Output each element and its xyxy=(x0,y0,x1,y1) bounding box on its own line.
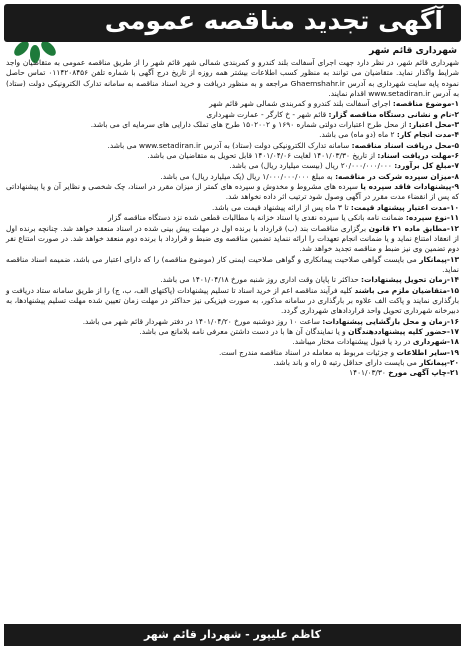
item-text: تا ۳ ماه پس از ارائه پیشنهاد قیمت می باشد. xyxy=(211,202,349,212)
page-title: آگهی تجدید مناقصه عمومی xyxy=(104,6,443,35)
item-label: ۸-میزان سپرده شرکت در مناقصه: xyxy=(335,171,459,181)
item-label: ۱۷-حضور کلیه پیشنهاددهندگان xyxy=(348,326,459,336)
item-label: ۱۹-سایر اطلاعات xyxy=(396,347,459,357)
item-label: ۱۵-متقاضیان ملزم می باشند xyxy=(354,285,459,295)
item-text: می بایست دارای حداقل رتبه ۵ راه و باند باشد. xyxy=(273,357,417,367)
list-item xyxy=(6,213,459,223)
item-label: ۱۰-مدت اعتبار پیشنهاد قیمت: xyxy=(350,202,459,212)
item-text: برگزاری مناقصات بند (ب) قرارداد با برنده اول در مهلت پیش بینی شده در اسناد منعقد خواهد شد. چنانچه برنده اول از انعقاد امتناع نماید و یا ضمانت انجام تعهدات را ارائه ننماید تضمین مناقصه وی ضبط و قرارداد با برنده دوم منعقد خواهد شد. در صورت امتناع نفر دوم تضمین وی نیز ضبط و مناقصه تجدید خواهد شد. xyxy=(6,223,459,254)
list-item xyxy=(6,141,459,151)
tender-document xyxy=(6,58,459,618)
item-label: ۹-پیشنهادات فاقد سپرده یا xyxy=(360,182,459,192)
list-item xyxy=(6,151,459,161)
tender-items-list xyxy=(6,99,459,378)
list-item xyxy=(6,182,459,203)
item-label: ۱-موضوع مناقصه: xyxy=(392,99,459,109)
item-text: حداکثر تا پایان وقت اداری روز شنبه مورخ ۱۴۰۱/۰۴/۱۸ می باشد. xyxy=(160,275,359,285)
item-label: ۵-محل دریافت اسناد مناقصه: xyxy=(351,140,459,150)
list-item xyxy=(6,99,459,109)
item-label: ۳-محل اعتبار: xyxy=(408,120,459,130)
item-text: اجرای آسفالت بلند کندرو و کمربندی شمالی شهر قائم شهر xyxy=(209,99,391,109)
item-text: سامانه تدارک الکترونیکی دولت (ستاد) به آدرس www.setadiran.ir می باشد. xyxy=(107,140,350,150)
item-text: سپرده های مشروط و مخدوش و سپرده های کمتر از میزان مقرر در اسناد، چک شخصی و نظایر آن و یا پیشنهاداتی که پس از انقضاء مدت مقرر در آگهی وصول شود ترتیب اثر داده نخواهد شد. xyxy=(6,182,459,202)
list-item xyxy=(6,161,459,171)
list-item xyxy=(6,255,459,276)
list-item xyxy=(6,110,459,120)
item-text: در رد یا قبول پیشنهادات مختار میباشد. xyxy=(292,337,411,347)
item-label: ۷-مبلغ کل برآورد: xyxy=(394,161,459,171)
list-item xyxy=(6,337,459,347)
item-label: ۱۶-زمان و محل بازگشایی پیشنهادات: xyxy=(322,316,459,326)
item-text: ساعت ۱۰ روز دوشنبه مورخ ۱۴۰۱/۰۴/۲۰ در دفتر شهردار قائم شهر می باشد. xyxy=(82,316,320,326)
item-label: ۱۴-زمان تحویل پیشنهادات: xyxy=(361,275,459,285)
item-label: ۲۰-پیمانکار xyxy=(419,357,459,367)
item-label: ۲۱-چاپ آگهی مورخ xyxy=(388,368,459,378)
item-text: کلیه فرآیند مناقصه اعم از خرید اسناد تا تسلیم پیشنهادات (پاکتهای الف، ب، ج) را از طریق سامانه ستاد دریافت و بارگذاری نمایند و پاکت الف علاوه بر بارگذاری در سامانه مذکور، به صورت فیزیکی نیز حداکثر در مهلت زمان تعیین شده مهلت تسلیم پیشنهادها، به دبیرخانه شهرداری تحویل واحد قراردادهای شهرداری گردد. xyxy=(6,285,459,316)
list-item xyxy=(6,120,459,130)
list-item xyxy=(6,348,459,358)
item-text: و جزئیات مربوط به معامله در اسناد مناقصه مندرج است. xyxy=(218,347,395,357)
list-item xyxy=(6,203,459,213)
list-item xyxy=(6,286,459,317)
title-banner xyxy=(4,4,461,42)
list-item xyxy=(6,317,459,327)
item-label: ۶-مهلت دریافت اسناد: xyxy=(377,151,459,161)
list-item xyxy=(6,368,459,378)
item-label: ۱۳-پیمانکار xyxy=(419,254,459,264)
item-text: از محل طرح اعتبارات دولتی شماره ۱۶۹۰ و ۱۵۰۲۰۰۲ طرح های تملک دارایی های سرمایه ای می باشد. xyxy=(90,120,407,130)
item-text: ۲ ماه (دو ماه) می باشد. xyxy=(319,130,395,140)
list-item xyxy=(6,172,459,182)
item-text: می بایست گواهی صلاحیت پیمانکاری و گواهی صلاحیت ایمنی کار (موضوع مناقصه) را که دارای اعتبار می باشد، ضمیمه اسناد مناقصه نماید. xyxy=(6,254,459,274)
item-label: ۱۸-شهرداری xyxy=(412,337,459,347)
list-item xyxy=(6,130,459,140)
organization-name: شهرداری قائم شهر xyxy=(369,46,457,56)
list-item xyxy=(6,275,459,285)
intro-paragraph: شهرداری قائم شهر، در نظر دارد جهت اجرای آسفالت بلند کندرو و کمربندی شمالی شهر قائم شهر را از طریق مناقصه عمومی به متقاضیان واجد شرایط واگذار نماید. متقاضیان می توانند به منظور کسب اطلاعات بیشتر همه روزه از تاریخ درج آگهی با شماره تلفن ۰۱۱۴۲۰۸۴۵۶ تماس حاصل نموده پایه سایت شهرداری به آدرس Ghaemshahr.ir مراجعه و به منظور دریافت و خرید اسناد مناقصه به سامانه تدارک الکترونیکی دولت (ستاد) به آدرس www.setadiran.ir اقدام نمایند. xyxy=(6,58,459,99)
list-item xyxy=(6,224,459,255)
item-text: قائم شهر - خ کارگر - عمارت شهرداری xyxy=(206,109,327,119)
item-label: ۱۲-مطابق ماده ۲۱ قانون xyxy=(368,223,459,233)
item-text: ۲۰/۰۰۰/۰۰۰/۰۰۰ ریال (بیست میلیارد ریال) می باشد. xyxy=(229,161,392,171)
item-label: ۱۱-نوع سپرده: xyxy=(405,213,459,223)
item-label: ۲-نام و نشانی دستگاه مناقصه گزار: xyxy=(328,109,459,119)
item-text: و یا نمایندگان آن ها با در دست داشتن معرفی نامه بلامانع می باشد. xyxy=(139,326,346,336)
item-text: از تاریخ ۱۴۰۱/۰۳/۳۰ لغایت ۱۴۰۱/۰۴/۰۶ قابل تحویل به متقاضیان می باشد. xyxy=(147,151,375,161)
item-text: ۱۴۰۱/۰۳/۳۰ xyxy=(349,368,386,378)
signature-footer: کاظم علیپور - شهردار قائم شهر xyxy=(4,624,461,646)
list-item xyxy=(6,358,459,368)
item-text: به مبلغ ۱/۰۰۰/۰۰۰/۰۰۰ ریال (یک میلیارد ریال) می باشد. xyxy=(160,171,333,181)
list-item xyxy=(6,327,459,337)
item-text: ضمانت نامه بانکی یا سپرده نقدی یا اسناد خزانه با مطالبات قطعی شده نزد دستگاه مناقصه گزار xyxy=(108,213,404,223)
item-label: ۴-مدت انجام کار: xyxy=(396,130,459,140)
